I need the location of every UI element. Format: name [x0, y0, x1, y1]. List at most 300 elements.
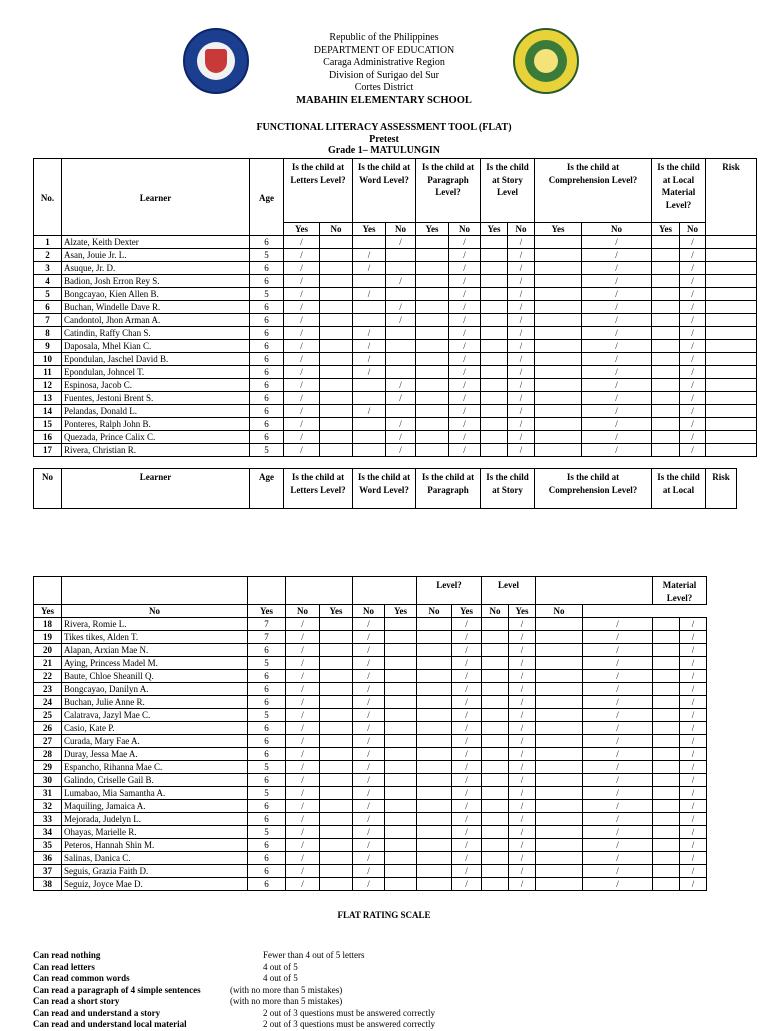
mark-local-no: /: [680, 431, 706, 444]
mark-word-no: [386, 366, 416, 379]
mark-local-yes: [653, 657, 680, 670]
mark-paragraph-no: /: [449, 340, 481, 353]
mark-local-yes: [652, 249, 680, 262]
learner-name: Seguiz, Joyce Mae D.: [62, 878, 248, 891]
mark-story-no: /: [508, 314, 535, 327]
header-risk: Risk: [706, 469, 737, 509]
learner-age: 6: [250, 392, 284, 405]
mark-letters-no: [320, 787, 353, 800]
row-number: 27: [34, 735, 62, 748]
mark-comprehension-no: /: [583, 748, 653, 761]
rating-criteria: (with no more than 5 mistakes): [230, 984, 343, 995]
mark-local-no: /: [680, 288, 706, 301]
mark-word-yes: [353, 392, 386, 405]
table-row: [34, 340, 757, 353]
mark-word-yes: /: [353, 839, 385, 852]
row-number: 37: [34, 865, 62, 878]
doc-test-type: Pretest: [369, 134, 399, 145]
mark-letters-no: [320, 353, 353, 366]
yes-header: Yes: [320, 605, 353, 618]
rating-level: Can read a short story: [33, 996, 120, 1006]
mark-comprehension-no: /: [582, 340, 652, 353]
mark-story-no: /: [509, 839, 536, 852]
header-age: Age: [250, 469, 284, 509]
mark-letters-yes: /: [284, 353, 320, 366]
risk-cell: [706, 418, 757, 431]
table-row: [34, 865, 707, 878]
mark-comprehension-no: /: [583, 618, 653, 631]
risk-cell: [706, 353, 757, 366]
learner-name: Alapan, Arxian Mae N.: [62, 644, 248, 657]
mark-story-yes: [482, 644, 509, 657]
learner-name: Casio, Kate P.: [62, 722, 248, 735]
mark-letters-no: [320, 709, 353, 722]
mark-comprehension-no: /: [583, 735, 653, 748]
mark-comprehension-no: /: [582, 431, 652, 444]
mark-story-yes: [481, 431, 508, 444]
mark-word-no: [386, 353, 416, 366]
mark-letters-no: [320, 878, 353, 891]
learner-name: Calatrava, Jazyl Mae C.: [62, 709, 248, 722]
mark-local-yes: [653, 683, 680, 696]
mark-story-no: /: [508, 340, 535, 353]
cont-header-blank: [286, 577, 353, 605]
mark-word-no: [385, 670, 417, 683]
mark-story-no: /: [508, 262, 535, 275]
doc-title: FUNCTIONAL LITERACY ASSESSMENT TOOL (FLAT): [256, 122, 512, 133]
mark-letters-yes: /: [284, 418, 320, 431]
mark-story-no: /: [509, 618, 536, 631]
mark-local-no: /: [680, 631, 707, 644]
mark-paragraph-yes: [416, 405, 449, 418]
row-number: 2: [34, 249, 62, 262]
mark-local-no: /: [680, 262, 706, 275]
mark-letters-no: [320, 670, 353, 683]
mark-word-no: [385, 787, 417, 800]
mark-comprehension-yes: [535, 353, 582, 366]
mark-story-yes: [481, 262, 508, 275]
mark-word-yes: /: [353, 761, 385, 774]
mark-paragraph-yes: [417, 696, 452, 709]
mark-word-yes: [353, 275, 386, 288]
header-risk: Risk: [706, 159, 757, 236]
mark-letters-no: [320, 657, 353, 670]
mark-letters-no: [320, 366, 353, 379]
mark-comprehension-yes: [535, 236, 582, 249]
mark-local-no: /: [680, 683, 707, 696]
learner-age: 6: [248, 748, 286, 761]
mark-letters-no: [320, 748, 353, 761]
header-letters-level: Is the child at Letters Level?: [284, 159, 353, 223]
mark-local-yes: [653, 618, 680, 631]
mark-story-yes: [482, 722, 509, 735]
mark-comprehension-yes: [535, 301, 582, 314]
learner-age: 6: [248, 670, 286, 683]
learner-name: Curada, Mary Fae A.: [62, 735, 248, 748]
learner-name: Candontol, Jhon Arman A.: [62, 314, 250, 327]
row-number: 4: [34, 275, 62, 288]
yes-header: Yes: [284, 223, 320, 236]
learner-age: 6: [248, 852, 286, 865]
mark-comprehension-yes: [536, 774, 583, 787]
mark-letters-no: [320, 236, 353, 249]
mark-letters-yes: /: [286, 748, 320, 761]
header-district: Cortes District: [354, 82, 414, 93]
table-row: [34, 852, 707, 865]
row-number: 30: [34, 774, 62, 787]
document-header: [0, 32, 768, 107]
no-header: No: [417, 605, 452, 618]
learner-name: Quezada, Prince Calix C.: [62, 431, 250, 444]
mark-local-no: /: [680, 392, 706, 405]
mark-local-no: /: [680, 618, 707, 631]
mark-paragraph-no: /: [452, 774, 482, 787]
rating-criteria: (with no more than 5 mistakes): [230, 996, 343, 1006]
mark-comprehension-no: /: [583, 813, 653, 826]
mark-comprehension-no: /: [583, 683, 653, 696]
mark-word-no: [386, 405, 416, 418]
mark-comprehension-yes: [536, 852, 583, 865]
row-number: 17: [34, 444, 62, 457]
rating-criteria: 4 out of 5: [263, 973, 298, 983]
mark-local-yes: [653, 709, 680, 722]
learner-name: Galindo, Criselle Gail B.: [62, 774, 248, 787]
learner-age: 6: [250, 236, 284, 249]
mark-word-yes: /: [353, 735, 385, 748]
risk-cell: [706, 392, 757, 405]
table-row: [34, 800, 707, 813]
mark-paragraph-yes: [417, 618, 452, 631]
learner-age: 6: [250, 431, 284, 444]
mark-paragraph-yes: [417, 865, 452, 878]
mark-comprehension-no: /: [582, 405, 652, 418]
mark-letters-no: [320, 618, 353, 631]
mark-paragraph-no: /: [452, 735, 482, 748]
mark-word-no: /: [386, 431, 416, 444]
mark-comprehension-no: /: [582, 366, 652, 379]
mark-word-no: [385, 657, 417, 670]
mark-local-no: /: [680, 839, 707, 852]
mark-local-yes: [653, 774, 680, 787]
mark-letters-no: [320, 735, 353, 748]
risk-cell: [706, 431, 757, 444]
mark-comprehension-yes: [535, 444, 582, 457]
mark-local-no: /: [680, 748, 707, 761]
learner-name: Lumabao, Mia Samantha A.: [62, 787, 248, 800]
table-row: [34, 683, 707, 696]
mark-story-yes: [481, 366, 508, 379]
mark-paragraph-yes: [416, 314, 449, 327]
mark-letters-no: [320, 431, 353, 444]
mark-story-no: /: [509, 631, 536, 644]
mark-word-yes: /: [353, 800, 385, 813]
mark-local-yes: [652, 444, 680, 457]
learner-name: Rivera, Romie L.: [62, 618, 248, 631]
mark-local-no: /: [680, 852, 707, 865]
learner-age: 6: [248, 813, 286, 826]
mark-paragraph-no: /: [449, 405, 481, 418]
mark-word-yes: /: [353, 618, 385, 631]
risk-cell: [706, 275, 757, 288]
mark-story-yes: [481, 314, 508, 327]
table-row: [34, 787, 707, 800]
mark-story-yes: [481, 353, 508, 366]
learner-name: Bongcayao, Kien Allen B.: [62, 288, 250, 301]
row-number: 12: [34, 379, 62, 392]
mark-letters-yes: /: [284, 444, 320, 457]
row-number: 31: [34, 787, 62, 800]
mark-local-no: /: [680, 670, 707, 683]
mark-letters-yes: /: [286, 735, 320, 748]
mark-local-yes: [652, 275, 680, 288]
risk-cell: [706, 405, 757, 418]
table-row: [34, 314, 757, 327]
mark-local-yes: [653, 878, 680, 891]
header-word-level: Is the child at Word Level?: [353, 469, 416, 509]
mark-word-no: [386, 288, 416, 301]
mark-comprehension-no: /: [583, 631, 653, 644]
mark-letters-yes: /: [284, 236, 320, 249]
rating-criteria: 2 out of 3 questions must be answered correctly: [263, 1019, 435, 1029]
learner-age: 6: [248, 735, 286, 748]
mark-local-no: /: [680, 366, 706, 379]
mark-letters-no: [320, 839, 353, 852]
mark-story-yes: [482, 774, 509, 787]
learner-name: Badion, Josh Erron Rey S.: [62, 275, 250, 288]
header-word-level: Is the child at Word Level?: [353, 159, 416, 223]
header-paragraph-level: Is the child at Paragraph Level?: [416, 159, 481, 223]
mark-comprehension-yes: [536, 787, 583, 800]
mark-word-no: [385, 748, 417, 761]
mark-story-no: /: [508, 301, 535, 314]
mark-paragraph-yes: [417, 670, 452, 683]
learner-age: 6: [248, 683, 286, 696]
yes-header: Yes: [535, 223, 582, 236]
learner-age: 6: [248, 878, 286, 891]
mark-letters-yes: /: [286, 631, 320, 644]
mark-local-no: /: [680, 340, 706, 353]
table-row: [34, 813, 707, 826]
table-row: [34, 722, 707, 735]
mark-story-no: /: [509, 826, 536, 839]
mark-comprehension-yes: [535, 275, 582, 288]
rating-level: Can read and understand a story: [33, 1007, 161, 1018]
learner-age: 5: [248, 826, 286, 839]
mark-story-no: /: [509, 709, 536, 722]
header-no: No.: [34, 159, 62, 236]
mark-word-no: [385, 709, 417, 722]
no-header: No: [680, 223, 706, 236]
yes-header: Yes: [248, 605, 286, 618]
mark-letters-yes: /: [284, 366, 320, 379]
mark-word-no: [385, 826, 417, 839]
mark-paragraph-no: /: [449, 366, 481, 379]
mark-word-yes: [353, 444, 386, 457]
rating-level: Can read and understand local material: [33, 1019, 187, 1029]
mark-comprehension-yes: [536, 813, 583, 826]
no-header: No: [353, 605, 385, 618]
mark-paragraph-no: /: [452, 761, 482, 774]
table-row: [34, 696, 707, 709]
no-header: No: [582, 223, 652, 236]
mark-story-no: /: [509, 735, 536, 748]
mark-comprehension-yes: [536, 618, 583, 631]
mark-word-no: [385, 644, 417, 657]
learner-age: 7: [248, 618, 286, 631]
mark-comprehension-yes: [536, 761, 583, 774]
mark-paragraph-yes: [416, 353, 449, 366]
header-local-material-level: Is the child at Local: [652, 469, 706, 509]
mark-comprehension-no: /: [583, 709, 653, 722]
mark-story-yes: [481, 405, 508, 418]
mark-local-no: /: [680, 657, 707, 670]
mark-comprehension-no: /: [583, 865, 653, 878]
mark-comprehension-yes: [536, 670, 583, 683]
row-number: 5: [34, 288, 62, 301]
mark-local-yes: [652, 353, 680, 366]
rating-criteria: 2 out of 3 questions must be answered correctly: [263, 1007, 435, 1018]
mark-word-no: /: [386, 236, 416, 249]
learner-age: 6: [248, 800, 286, 813]
table-row: [34, 826, 707, 839]
row-number: 28: [34, 748, 62, 761]
mark-story-no: /: [508, 275, 535, 288]
table-row: [34, 631, 707, 644]
mark-comprehension-yes: [536, 748, 583, 761]
learner-name: Alzate, Keith Dexter: [62, 236, 250, 249]
no-header: No: [508, 223, 535, 236]
learner-name: Ohayas, Marielle R.: [62, 826, 248, 839]
mark-local-yes: [653, 670, 680, 683]
mark-word-yes: /: [353, 865, 385, 878]
table-row: [34, 670, 707, 683]
mark-local-no: /: [680, 405, 706, 418]
mark-word-no: /: [386, 314, 416, 327]
mark-paragraph-no: /: [449, 392, 481, 405]
yes-header: Yes: [34, 605, 62, 618]
mark-story-yes: [481, 249, 508, 262]
mark-paragraph-no: /: [452, 657, 482, 670]
table-row: [34, 418, 757, 431]
mark-letters-no: [320, 631, 353, 644]
learner-age: 6: [250, 262, 284, 275]
mark-comprehension-no: /: [583, 657, 653, 670]
learner-name: Daposala, Mhel Kian C.: [62, 340, 250, 353]
risk-cell: [706, 288, 757, 301]
mark-comprehension-no: /: [583, 852, 653, 865]
mark-story-no: /: [509, 722, 536, 735]
mark-story-no: /: [509, 748, 536, 761]
yes-header: Yes: [385, 605, 417, 618]
mark-comprehension-yes: [535, 314, 582, 327]
mark-letters-yes: /: [286, 813, 320, 826]
row-number: 8: [34, 327, 62, 340]
row-number: 25: [34, 709, 62, 722]
assessment-table-1: [33, 158, 757, 457]
mark-story-no: /: [508, 418, 535, 431]
mark-story-no: /: [509, 657, 536, 670]
table-row: [34, 444, 757, 457]
assessment-table-2-header: [33, 468, 737, 509]
mark-story-yes: [482, 865, 509, 878]
no-header: No: [320, 223, 353, 236]
row-number: 36: [34, 852, 62, 865]
learner-name: Fuentes, Jestoni Brent S.: [62, 392, 250, 405]
mark-local-yes: [653, 761, 680, 774]
mark-paragraph-no: /: [452, 787, 482, 800]
mark-word-yes: /: [353, 670, 385, 683]
header-local-material-level: Is the child at Local Material Level?: [652, 159, 706, 223]
mark-paragraph-no: /: [452, 813, 482, 826]
header-local-material-level-cont: Material Level?: [653, 577, 707, 605]
learner-age: 6: [248, 774, 286, 787]
mark-comprehension-no: /: [583, 878, 653, 891]
mark-paragraph-no: /: [449, 353, 481, 366]
mark-paragraph-yes: [416, 366, 449, 379]
mark-letters-no: [320, 405, 353, 418]
row-number: 10: [34, 353, 62, 366]
risk-cell: [706, 249, 757, 262]
mark-letters-yes: /: [286, 657, 320, 670]
mark-word-no: [385, 683, 417, 696]
mark-letters-yes: /: [284, 249, 320, 262]
mark-story-no: /: [509, 696, 536, 709]
mark-comprehension-no: /: [583, 670, 653, 683]
mark-word-no: [385, 774, 417, 787]
mark-story-no: /: [509, 878, 536, 891]
mark-letters-no: [320, 262, 353, 275]
mark-paragraph-yes: [417, 787, 452, 800]
learner-name: Salinas, Danica C.: [62, 852, 248, 865]
risk-cell: [706, 327, 757, 340]
mark-local-yes: [653, 813, 680, 826]
mark-comprehension-yes: [535, 431, 582, 444]
mark-word-yes: /: [353, 852, 385, 865]
yes-header: Yes: [452, 605, 482, 618]
mark-word-yes: [353, 418, 386, 431]
mark-letters-yes: /: [286, 761, 320, 774]
mark-comprehension-yes: [535, 288, 582, 301]
row-number: 18: [34, 618, 62, 631]
mark-paragraph-no: /: [452, 865, 482, 878]
mark-local-yes: [653, 839, 680, 852]
mark-letters-yes: /: [284, 431, 320, 444]
mark-letters-yes: /: [284, 275, 320, 288]
mark-word-yes: /: [353, 813, 385, 826]
learner-age: 6: [248, 722, 286, 735]
mark-word-yes: /: [353, 709, 385, 722]
mark-word-no: [385, 735, 417, 748]
header-story-level: Is the child at Story Level: [481, 159, 535, 223]
mark-local-yes: [653, 800, 680, 813]
mark-local-yes: [653, 826, 680, 839]
learner-age: 5: [250, 249, 284, 262]
learner-age: 5: [248, 709, 286, 722]
mark-letters-yes: /: [286, 670, 320, 683]
mark-story-no: /: [509, 670, 536, 683]
mark-comprehension-yes: [535, 249, 582, 262]
table-row: [34, 644, 707, 657]
mark-story-no: /: [508, 236, 535, 249]
mark-letters-yes: /: [286, 644, 320, 657]
mark-local-no: /: [680, 327, 706, 340]
row-number: 32: [34, 800, 62, 813]
mark-letters-no: [320, 444, 353, 457]
mark-paragraph-no: /: [449, 262, 481, 275]
mark-comprehension-no: /: [582, 301, 652, 314]
risk-cell: [706, 236, 757, 249]
table-row: [34, 275, 757, 288]
